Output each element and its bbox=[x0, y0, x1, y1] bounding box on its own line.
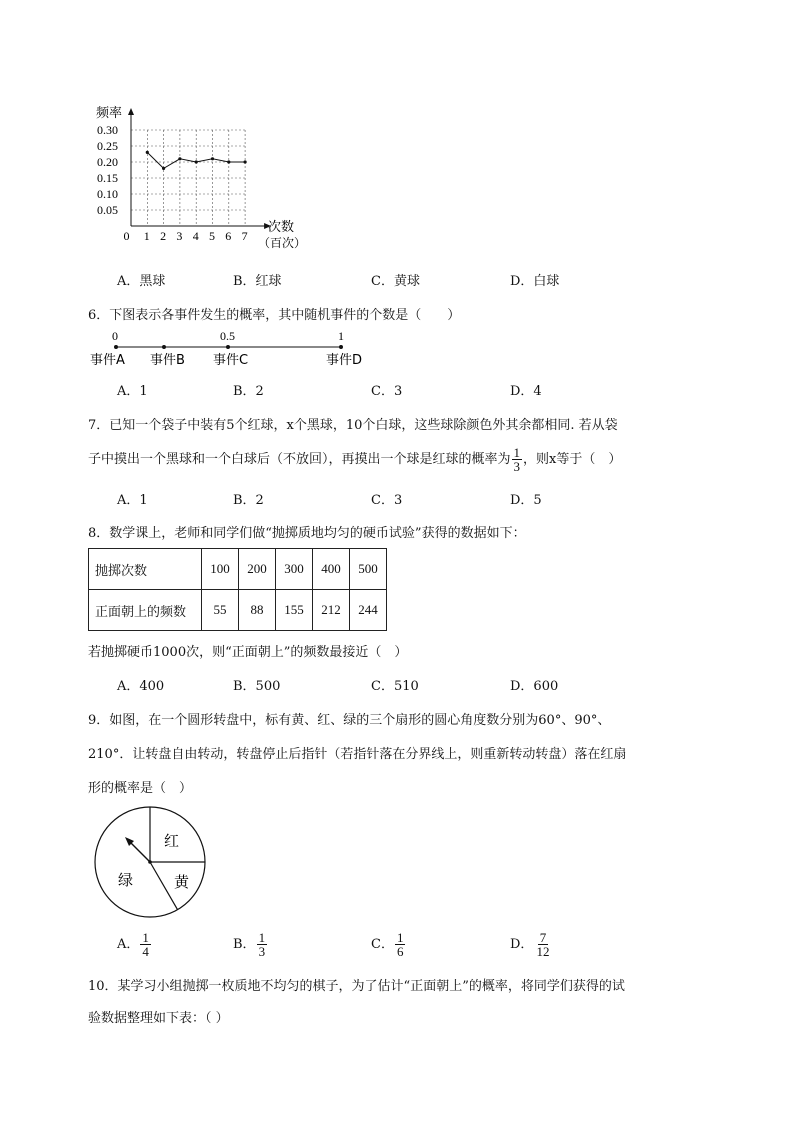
q9-option-d-fraction bbox=[534, 931, 551, 958]
q8-option-b: B．500 bbox=[233, 679, 281, 694]
q7-option-c: C．3 bbox=[371, 493, 403, 508]
q5-option-a: A．黑球 bbox=[117, 274, 166, 289]
table-row bbox=[89, 549, 387, 590]
frac-den: 6 bbox=[396, 944, 404, 959]
x-tick-label: 1 bbox=[143, 229, 150, 243]
table-row bbox=[89, 590, 387, 631]
table-cell: 244 bbox=[350, 590, 387, 631]
sector-yellow-label: 黄 bbox=[174, 873, 190, 891]
y-tick-label: 0.05 bbox=[97, 203, 118, 217]
y-tick-label: 0.30 bbox=[97, 123, 118, 137]
data-point bbox=[162, 167, 165, 170]
x-tick-label: 2 bbox=[160, 229, 167, 243]
q8-option-d: D．600 bbox=[510, 679, 559, 694]
data-point bbox=[244, 160, 247, 163]
q8-followup: 若抛掷硬币1000次，则“正面朝上”的频数最接近（ ） bbox=[88, 645, 408, 660]
q6-option-b: B．2 bbox=[233, 384, 264, 399]
event-a-label: 事件A bbox=[90, 353, 125, 368]
q9-question-line2: 210°．让转盘自由转动，转盘停止后指针（若指针落在分界线上，则重新转动转盘）落在红扇 bbox=[88, 747, 627, 762]
table-cell: 100 bbox=[202, 549, 239, 590]
q9-option-d-label: D． bbox=[510, 937, 534, 952]
table-cell: 400 bbox=[313, 549, 350, 590]
q9-option-a-fraction bbox=[140, 931, 151, 958]
q6-option-a: A．1 bbox=[117, 384, 148, 399]
q7-option-b: B．2 bbox=[233, 493, 264, 508]
q10-question-line2: 验数据整理如下表：（ ） bbox=[88, 1011, 229, 1026]
q9-option-d bbox=[510, 931, 552, 958]
x-tick-label: 0 bbox=[123, 229, 130, 243]
y-axis-arrow bbox=[128, 108, 134, 115]
x-tick-label: 3 bbox=[176, 229, 183, 243]
frac-den: 3 bbox=[258, 944, 266, 959]
q7-option-a: A．1 bbox=[117, 493, 148, 508]
q5-option-d: D．白球 bbox=[510, 274, 560, 289]
sector-red-label: 红 bbox=[164, 832, 180, 850]
line-label-half: 0.5 bbox=[220, 329, 235, 343]
q9-option-c-fraction bbox=[395, 931, 406, 958]
table-row-head: 正面朝上的频数 bbox=[89, 590, 202, 631]
q6-option-d: D．4 bbox=[510, 384, 542, 399]
q7-line2-text-b: ，则x等于（ ） bbox=[523, 452, 622, 467]
table-cell: 500 bbox=[350, 549, 387, 590]
probability-number-line bbox=[88, 328, 388, 370]
q7-question-line1: 7．已知一个袋子中装有5个红球，x个黑球，10个白球，这些球除颜色外其余都相同. 若从袋 bbox=[88, 418, 618, 433]
x-tick-label: 4 bbox=[192, 229, 199, 243]
chart-xlabel-unit: （百次） bbox=[258, 236, 307, 250]
q7-line2-text-a: 子中摸出一个黑球和一个白球后（不放回），再摸出一个球是红球的概率为 bbox=[88, 452, 511, 467]
chart-xlabel: 次数 bbox=[268, 220, 295, 235]
q9-option-b-fraction bbox=[257, 931, 268, 958]
table-cell: 212 bbox=[313, 590, 350, 631]
q8-option-a: A．400 bbox=[117, 679, 165, 694]
q7-question-line2 bbox=[88, 446, 621, 473]
q7-frac-den: 3 bbox=[513, 459, 521, 474]
q9-option-a bbox=[117, 931, 152, 958]
frac-den: 4 bbox=[142, 944, 149, 959]
data-point bbox=[146, 151, 149, 154]
table-cell: 200 bbox=[239, 549, 276, 590]
line-label-1: 1 bbox=[338, 329, 344, 343]
x-tick-label: 7 bbox=[241, 229, 248, 243]
spinner-diagram bbox=[92, 804, 212, 924]
q8-option-c: C．510 bbox=[371, 679, 419, 694]
q6-option-c: C．3 bbox=[371, 384, 403, 399]
data-point bbox=[178, 157, 181, 160]
q5-option-b: B．红球 bbox=[233, 274, 282, 289]
chart-ylabel: 频率 bbox=[96, 106, 123, 121]
q7-frac-num: 1 bbox=[513, 445, 521, 460]
event-d-label: 事件D bbox=[326, 353, 363, 368]
line-label-0: 0 bbox=[112, 329, 118, 343]
sector-green-label: 绿 bbox=[118, 871, 134, 889]
event-c-label: 事件C bbox=[213, 353, 249, 368]
q7-fraction bbox=[512, 446, 523, 473]
frac-num: 1 bbox=[396, 930, 404, 945]
chart-grid bbox=[131, 130, 245, 226]
frequency-line-chart bbox=[90, 100, 330, 260]
q10-question-line1: 10．某学习小组抛掷一枚质地不均匀的棋子，为了估计“正面朝上”的概率，将同学们获得的试 bbox=[88, 979, 625, 994]
q9-option-c bbox=[371, 931, 406, 958]
y-tick-label: 0.25 bbox=[97, 139, 118, 153]
chart-ticks bbox=[97, 123, 248, 243]
q7-option-d: D．5 bbox=[510, 493, 542, 508]
data-point bbox=[227, 160, 230, 163]
q9-option-c-label: C． bbox=[371, 937, 394, 952]
y-tick-label: 0.20 bbox=[97, 155, 118, 169]
q9-question-line3: 形的概率是（ ） bbox=[88, 781, 193, 796]
q9-option-b bbox=[233, 931, 268, 958]
coin-toss-table bbox=[88, 548, 387, 631]
data-point bbox=[211, 157, 214, 160]
x-tick-label: 5 bbox=[209, 229, 215, 243]
table-cell: 155 bbox=[276, 590, 313, 631]
table-cell: 55 bbox=[202, 590, 239, 631]
frac-num: 7 bbox=[539, 930, 547, 945]
q9-question-line1: 9．如图，在一个圆形转盘中，标有黄、红、绿的三个扇形的圆心角度数分别为60°、90°、 bbox=[88, 713, 611, 728]
q9-option-b-label: B． bbox=[233, 937, 256, 952]
q6-question: 6．下图表示各事件发生的概率，其中随机事件的个数是（ ） bbox=[88, 308, 461, 323]
table-cell: 300 bbox=[276, 549, 313, 590]
data-point bbox=[195, 160, 198, 163]
table-cell: 88 bbox=[239, 590, 276, 631]
table-row-head: 抛掷次数 bbox=[89, 549, 202, 590]
chart-axes bbox=[128, 108, 271, 229]
frac-num: 1 bbox=[142, 930, 149, 945]
y-tick-label: 0.10 bbox=[97, 187, 118, 201]
y-tick-label: 0.15 bbox=[97, 171, 118, 185]
q9-option-a-label: A． bbox=[117, 937, 140, 952]
event-b-label: 事件B bbox=[150, 353, 185, 368]
frac-den: 12 bbox=[536, 944, 550, 959]
q8-question: 8．数学课上，老师和同学们做“抛掷质地均匀的硬币试验”获得的数据如下： bbox=[88, 526, 526, 541]
frac-num: 1 bbox=[258, 930, 266, 945]
q5-option-c: C．黄球 bbox=[371, 274, 420, 289]
x-tick-label: 6 bbox=[225, 229, 232, 243]
